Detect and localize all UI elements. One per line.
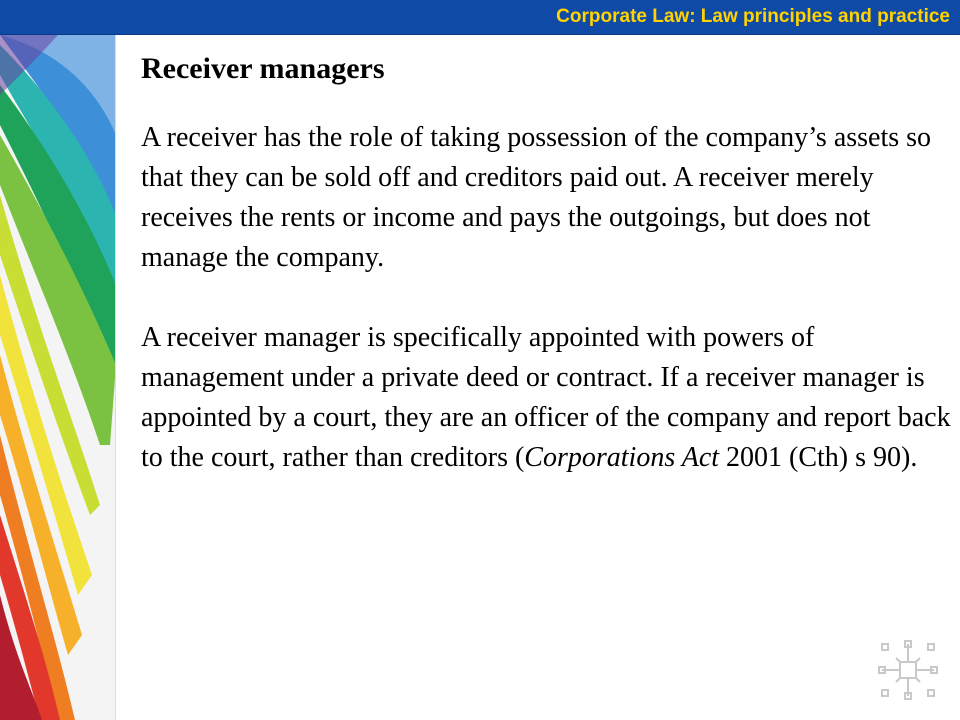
paragraph-receiver: A receiver has the role of taking possession of the company’s assets so that they can be sold off and creditors paid out. A receiver merely receives the rents or income and pays the outgoings, but does not manage the company.: [141, 122, 932, 273]
rainbow-paper-art: [0, 35, 116, 720]
slide-content: [141, 48, 953, 518]
paragraph-receiver-manager: [141, 318, 953, 478]
course-title: Corporate Law: Law principles and practice: [556, 6, 950, 27]
slide-title: Receiver managers: [141, 52, 385, 85]
header-bar: [0, 0, 960, 35]
paragraph-text: A receiver manager is specifically appointed with powers of management under a private deed or contract. If a receiver manager is appointed by a court, they are an officer of the company and report back to the court, rather than creditors (: [141, 322, 951, 473]
citation-detail: 2001 (Cth) s 90).: [719, 442, 918, 473]
network-nodes-icon: [878, 640, 938, 700]
act-citation: Corporations Act: [524, 442, 720, 473]
